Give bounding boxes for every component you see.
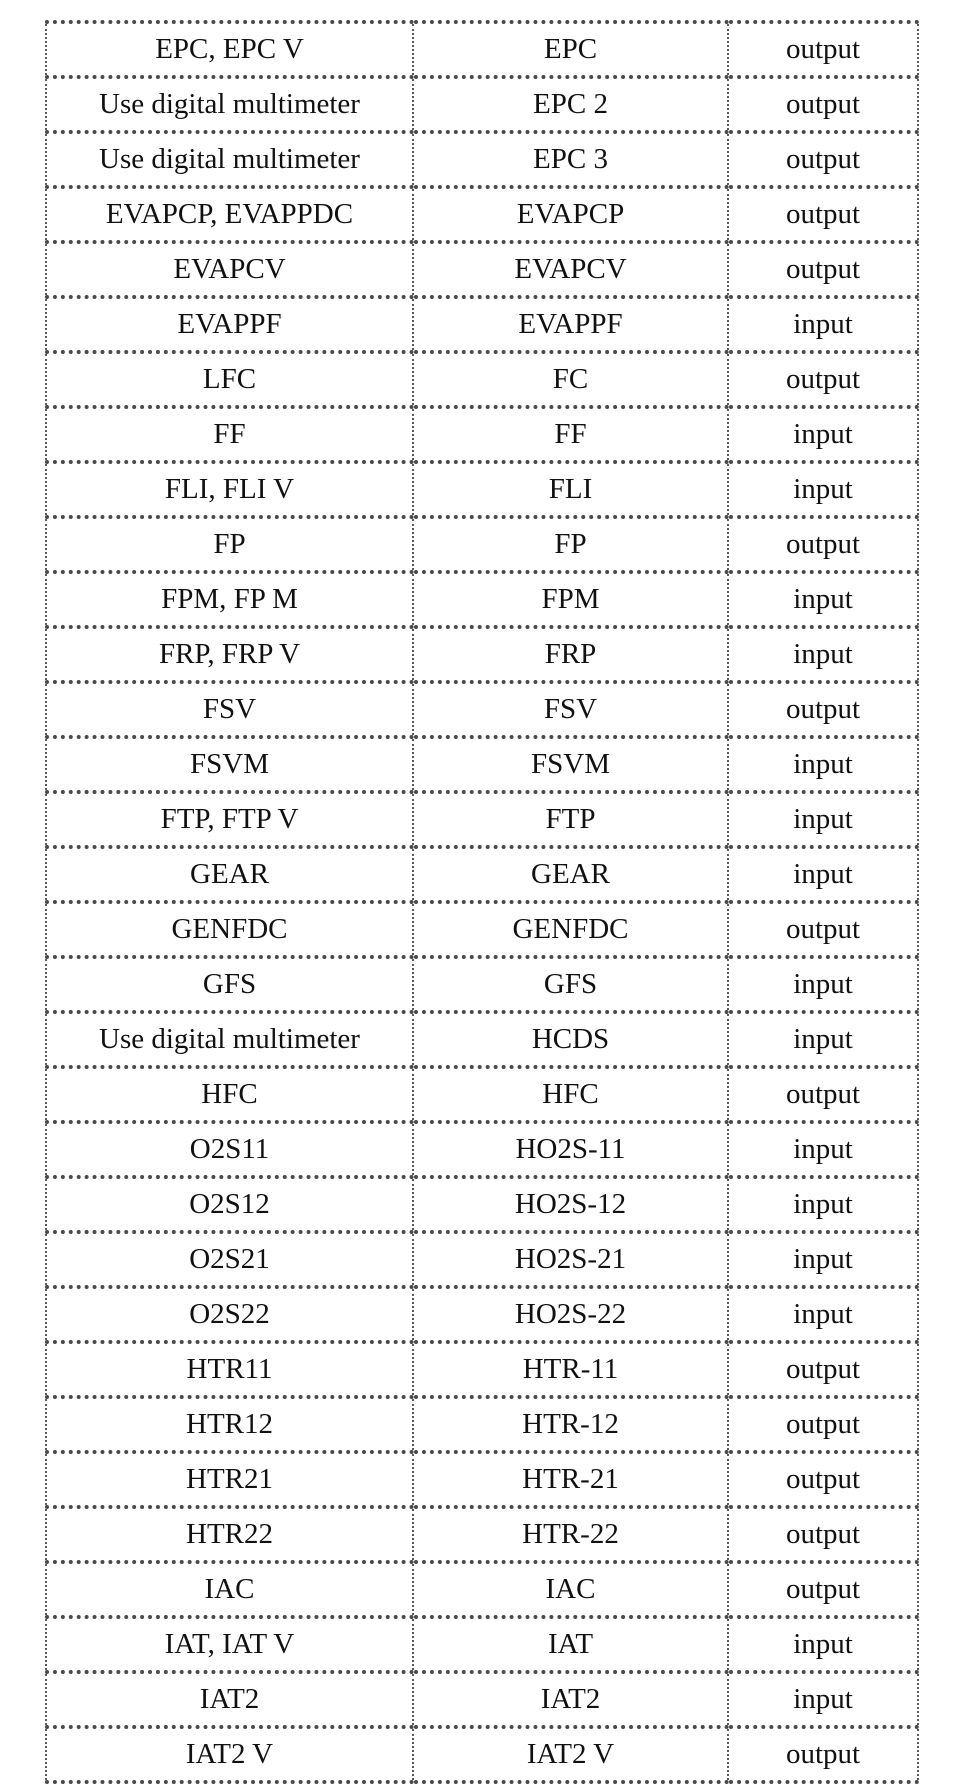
table-row [46, 297, 918, 352]
signal-name-cell: EVAPCV [413, 242, 728, 297]
signal-name-cell: EVAPCP [413, 187, 728, 242]
signal-direction-cell: output [728, 22, 918, 77]
signal-name-cell: FTP [413, 792, 728, 847]
signal-name-cell: EPC 3 [413, 132, 728, 187]
signal-name-cell: HTR-21 [413, 1452, 728, 1507]
signal-direction-cell: input [728, 957, 918, 1012]
table-row [46, 1727, 918, 1782]
table-row [46, 1067, 918, 1122]
signal-name-cell: HTR-11 [413, 1342, 728, 1397]
scan-tool-pid-cell: FSV [46, 682, 413, 737]
table-row [46, 1397, 918, 1452]
signal-direction-cell: output [728, 517, 918, 572]
table-row [46, 1672, 918, 1727]
signal-name-cell: IAT2 [413, 1672, 728, 1727]
table-row [46, 462, 918, 517]
scan-tool-pid-cell: O2S21 [46, 1232, 413, 1287]
signal-name-cell: HTR-22 [413, 1507, 728, 1562]
table-row [46, 352, 918, 407]
signal-name-cell: FSV [413, 682, 728, 737]
signal-direction-cell: input [728, 462, 918, 517]
scan-tool-pid-cell: O2S12 [46, 1177, 413, 1232]
signal-direction-cell: input [728, 847, 918, 902]
signal-name-cell: HO2S-12 [413, 1177, 728, 1232]
scan-tool-pid-cell: HTR21 [46, 1452, 413, 1507]
scan-tool-pid-cell: FPM, FP M [46, 572, 413, 627]
scan-tool-pid-cell: GFS [46, 957, 413, 1012]
signal-name-cell: HO2S-21 [413, 1232, 728, 1287]
signal-name-cell: IAT [413, 1617, 728, 1672]
signal-name-cell: FSVM [413, 737, 728, 792]
signal-direction-cell: input [728, 1012, 918, 1067]
table-row [46, 77, 918, 132]
signal-name-cell: FF [413, 407, 728, 462]
signal-direction-cell: output [728, 902, 918, 957]
signal-name-cell: GENFDC [413, 902, 728, 957]
signal-name-cell: FC [413, 352, 728, 407]
scan-tool-pid-cell: FSVM [46, 737, 413, 792]
scan-tool-pid-cell: HTR11 [46, 1342, 413, 1397]
table-row [46, 1452, 918, 1507]
table-row [46, 902, 918, 957]
scan-tool-pid-cell: FLI, FLI V [46, 462, 413, 517]
table-row [46, 572, 918, 627]
scan-tool-pid-cell: IAT, IAT V [46, 1617, 413, 1672]
table-row [46, 1012, 918, 1067]
signal-name-cell: HO2S-11 [413, 1122, 728, 1177]
signal-direction-cell: output [728, 187, 918, 242]
signal-name-cell: FRP [413, 627, 728, 682]
signal-direction-cell: output [728, 1727, 918, 1782]
scan-tool-pid-cell: HTR22 [46, 1507, 413, 1562]
scan-tool-pid-cell: O2S11 [46, 1122, 413, 1177]
signal-name-cell: FPM [413, 572, 728, 627]
scan-tool-pid-cell: IAT2 [46, 1672, 413, 1727]
table-row [46, 682, 918, 737]
table-row [46, 957, 918, 1012]
signal-direction-cell: output [728, 1507, 918, 1562]
table-row [46, 1617, 918, 1672]
signal-direction-cell: output [728, 1562, 918, 1617]
table-row [46, 1122, 918, 1177]
signal-direction-cell: input [728, 572, 918, 627]
scan-tool-pid-cell: GENFDC [46, 902, 413, 957]
scan-tool-pid-cell: O2S22 [46, 1287, 413, 1342]
table-row [46, 407, 918, 462]
scan-tool-pid-cell: FRP, FRP V [46, 627, 413, 682]
signal-name-cell: GFS [413, 957, 728, 1012]
signal-name-cell: FP [413, 517, 728, 572]
signal-direction-cell: input [728, 407, 918, 462]
scan-tool-pid-cell: FP [46, 517, 413, 572]
scan-tool-pid-cell: HFC [46, 1067, 413, 1122]
table-row [46, 1507, 918, 1562]
signal-direction-cell: input [728, 792, 918, 847]
table-row [46, 22, 918, 77]
signal-name-cell: IAT2 V [413, 1727, 728, 1782]
scan-tool-pid-cell: FF [46, 407, 413, 462]
signal-name-cell: HFC [413, 1067, 728, 1122]
signal-direction-cell: input [728, 1122, 918, 1177]
signal-direction-cell: output [728, 1397, 918, 1452]
table-row [46, 517, 918, 572]
signal-direction-cell: output [728, 1067, 918, 1122]
table-body [46, 22, 918, 1782]
scan-tool-pid-cell: HTR12 [46, 1397, 413, 1452]
table-row [46, 792, 918, 847]
signal-direction-cell: output [728, 682, 918, 737]
scan-tool-pid-cell: FTP, FTP V [46, 792, 413, 847]
signal-name-cell: HO2S-22 [413, 1287, 728, 1342]
signal-direction-cell: input [728, 737, 918, 792]
scan-tool-pid-cell: EVAPPF [46, 297, 413, 352]
scan-tool-pid-cell: Use digital multimeter [46, 1012, 413, 1067]
table-row [46, 1562, 918, 1617]
signal-name-cell: FLI [413, 462, 728, 517]
signal-direction-cell: output [728, 1342, 918, 1397]
signal-direction-cell: output [728, 242, 918, 297]
signal-name-cell: HCDS [413, 1012, 728, 1067]
scan-tool-pid-cell: Use digital multimeter [46, 77, 413, 132]
signal-name-cell: IAC [413, 1562, 728, 1617]
signal-direction-cell: input [728, 627, 918, 682]
signal-name-cell: EVAPPF [413, 297, 728, 352]
scan-tool-pid-cell: LFC [46, 352, 413, 407]
document-sheet [45, 20, 917, 1784]
scan-tool-pid-cell: Use digital multimeter [46, 132, 413, 187]
signal-name-cell: HTR-12 [413, 1397, 728, 1452]
signal-direction-cell: input [728, 1177, 918, 1232]
table-row [46, 1232, 918, 1287]
table-row [46, 187, 918, 242]
signal-direction-cell: output [728, 132, 918, 187]
signal-direction-cell: output [728, 77, 918, 132]
table-row [46, 737, 918, 792]
signal-direction-cell: input [728, 1287, 918, 1342]
signal-direction-cell: input [728, 1672, 918, 1727]
table-row [46, 627, 918, 682]
signal-direction-cell: input [728, 1617, 918, 1672]
scan-tool-pid-cell: GEAR [46, 847, 413, 902]
signal-name-cell: GEAR [413, 847, 728, 902]
table-row [46, 242, 918, 297]
signal-direction-cell: output [728, 1452, 918, 1507]
table-row [46, 132, 918, 187]
signal-name-cell: EPC [413, 22, 728, 77]
table-row [46, 1287, 918, 1342]
scan-tool-pid-cell: EVAPCP, EVAPPDC [46, 187, 413, 242]
signal-direction-cell: input [728, 1232, 918, 1287]
scan-tool-pid-cell: IAC [46, 1562, 413, 1617]
signal-table [45, 20, 919, 1784]
table-row [46, 1177, 918, 1232]
signal-name-cell: EPC 2 [413, 77, 728, 132]
scan-tool-pid-cell: EVAPCV [46, 242, 413, 297]
scan-tool-pid-cell: EPC, EPC V [46, 22, 413, 77]
table-row [46, 1342, 918, 1397]
scan-tool-pid-cell: IAT2 V [46, 1727, 413, 1782]
signal-direction-cell: output [728, 352, 918, 407]
signal-direction-cell: input [728, 297, 918, 352]
table-row [46, 847, 918, 902]
